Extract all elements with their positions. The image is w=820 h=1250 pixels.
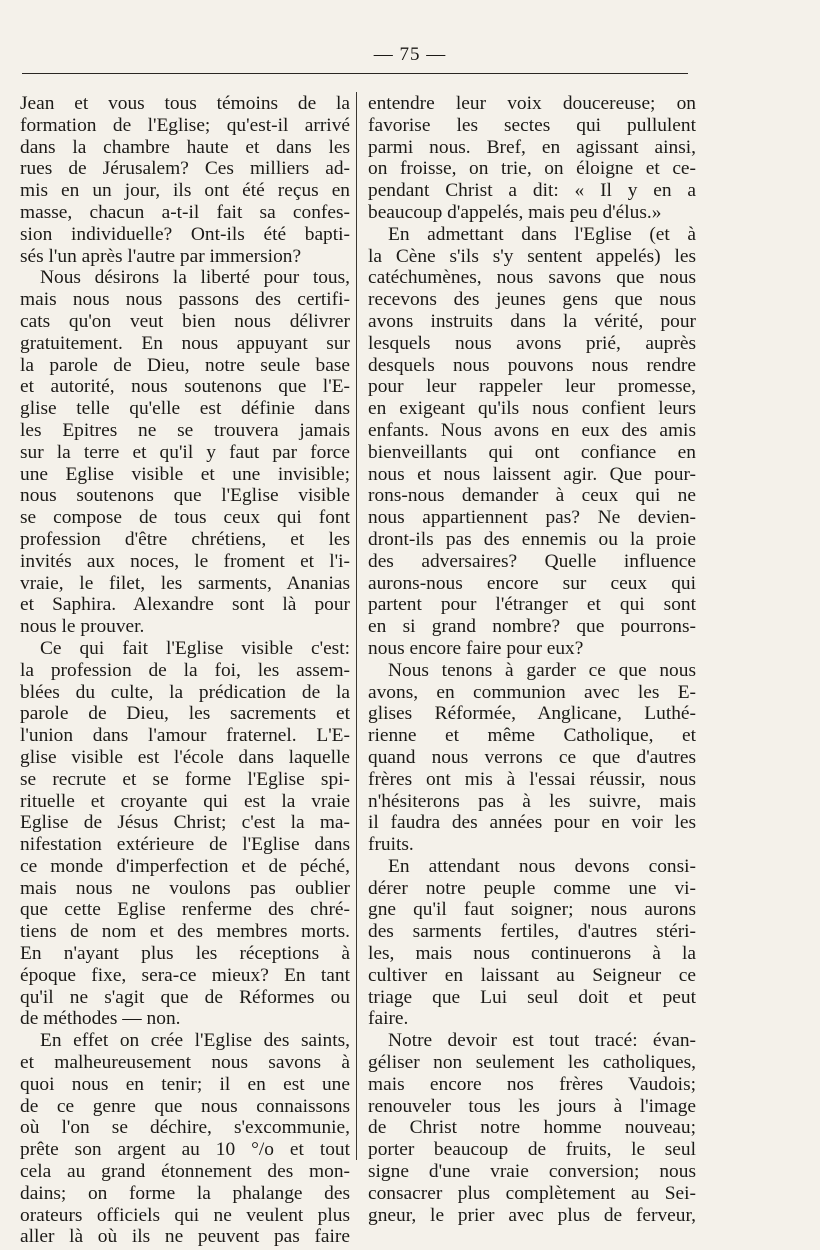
page-number: — 75 — bbox=[373, 44, 447, 65]
text-line: nifestation extérieure de l'Eglise dans bbox=[20, 834, 350, 856]
text-line: mais nous ne voulons pas oublier bbox=[20, 877, 350, 899]
text-line: avons, en communion avec les E- bbox=[368, 681, 696, 703]
text-line: nous soutenons que l'Eglise visible bbox=[20, 485, 350, 507]
text-line: sur la terre et qu'il y faut par force bbox=[20, 441, 350, 463]
text-line: n'hésiterons pas à les suivre, mais bbox=[368, 790, 696, 812]
text-line: catéchumènes, nous savons que nous bbox=[368, 267, 696, 289]
text-line: époque fixe, sera-ce mieux? En tant bbox=[20, 964, 350, 986]
text-line: que cette Eglise renferme des chré- bbox=[20, 899, 350, 921]
text-line: Notre devoir est tout tracé: évan- bbox=[388, 1030, 696, 1052]
text-line: nous appartiennent pas? Ne devien- bbox=[368, 507, 696, 529]
text-line: enfants. Nous avons en eux des amis bbox=[368, 419, 696, 441]
text-line: prête son argent au 10 °/o et tout bbox=[20, 1139, 350, 1161]
text-line: où l'on se déchire, s'excommunie, bbox=[20, 1117, 350, 1139]
text-line: rituelle et croyante qui est la vraie bbox=[20, 790, 350, 812]
text-line: sion individuelle? Ont-ils été bapti- bbox=[20, 223, 350, 245]
right-column bbox=[368, 93, 696, 1226]
text-line: nous et nous laissent agir. Que pour- bbox=[368, 463, 696, 485]
text-line: tiens de nom et des membres morts. bbox=[20, 921, 350, 943]
text-line: de ce genre que nous connaissons bbox=[20, 1095, 350, 1117]
text-line: de méthodes — non. bbox=[20, 1008, 181, 1030]
text-line: avons instruits dans la vérité, pour bbox=[368, 310, 696, 332]
text-line: parole de Dieu, les sacrements et bbox=[20, 703, 350, 725]
text-line: formation de l'Eglise; qu'est-il arrivé bbox=[20, 114, 350, 136]
text-line: blées du culte, la prédication de la bbox=[20, 681, 350, 703]
text-line: En effet on crée l'Eglise des saints, bbox=[40, 1030, 350, 1052]
text-line: il faudra des années pour en voir les bbox=[368, 812, 696, 834]
text-line: des adversaires? Quelle influence bbox=[368, 550, 696, 572]
text-line: profession d'être chrétiens, et les bbox=[20, 528, 350, 550]
text-line: bienveillants qui ont confiance en bbox=[368, 441, 696, 463]
text-line: glise visible est l'école dans laquelle bbox=[20, 746, 350, 768]
text-line: dront-ils pas des ennemis ou la proie bbox=[368, 528, 696, 550]
text-line: En attendant nous devons consi- bbox=[388, 855, 696, 877]
text-line: sés l'un après l'autre par immersion? bbox=[20, 245, 302, 267]
text-line: vraie, le filet, les sarments, Ananias bbox=[20, 572, 350, 594]
text-line: renouveler tous les jours à l'image bbox=[368, 1095, 696, 1117]
column-divider bbox=[356, 92, 357, 1160]
text-line: Nous désirons la liberté pour tous, bbox=[40, 267, 350, 289]
text-line: fruits. bbox=[368, 834, 414, 856]
text-line: pendant Christ a dit: « Il y en a bbox=[368, 180, 696, 202]
text-line: invités aux noces, le froment et l'i- bbox=[20, 550, 350, 572]
text-line: favorise les sectes qui pullulent bbox=[368, 114, 696, 136]
text-line: cultiver en laissant au Seigneur ce bbox=[368, 964, 696, 986]
text-line: la parole de Dieu, notre seule base bbox=[20, 354, 350, 376]
text-line: rienne et même Catholique, et bbox=[368, 725, 696, 747]
text-line: lesquels nous avons prié, auprès bbox=[368, 332, 696, 354]
text-line: Jean et vous tous témoins de la bbox=[20, 93, 350, 114]
text-line: dains; on forme la phalange des bbox=[20, 1182, 350, 1204]
text-line: entendre leur voix doucereuse; on bbox=[368, 93, 696, 114]
text-line: frères ont mis à l'essai réussir, nous bbox=[368, 768, 696, 790]
text-line: glises Réformée, Anglicane, Luthé- bbox=[368, 703, 696, 725]
text-line: la Cène s'ils s'y sentent appelés) les bbox=[368, 245, 696, 267]
text-line: quoi nous en tenir; il en est une bbox=[20, 1073, 350, 1095]
text-line: masse, chacun a-t-il fait sa confes- bbox=[20, 201, 350, 223]
text-line: en exigeant qu'ils nous confient leurs bbox=[368, 398, 696, 420]
text-line: on froisse, on trie, on éloigne et ce- bbox=[368, 158, 696, 180]
text-line: pour leur rappeler leur promesse, bbox=[368, 376, 696, 398]
text-line: quand nous verrons ce que d'autres bbox=[368, 746, 696, 768]
text-line: En n'ayant plus les réceptions à bbox=[20, 943, 350, 965]
text-line: mis en un jour, ils ont été reçus en bbox=[20, 180, 350, 202]
text-line: et autorité, nous soutenons que l'E- bbox=[20, 376, 350, 398]
text-line: nous le prouver. bbox=[20, 616, 145, 638]
text-line: qu'il ne s'agit que de Réformes ou bbox=[20, 986, 350, 1008]
text-line: ce monde d'imperfection et de péché, bbox=[20, 855, 350, 877]
text-line: et malheureusement nous savons à bbox=[20, 1052, 350, 1074]
text-line: des sarments fertiles, d'autres stéri- bbox=[368, 921, 696, 943]
text-line: gneur, le prier avec plus de ferveur, bbox=[368, 1204, 696, 1226]
text-line: dérer notre peuple comme une vi- bbox=[368, 877, 696, 899]
text-line: l'union dans l'amour fraternel. L'E- bbox=[20, 725, 350, 747]
text-line: mais nous nous passons des certifi- bbox=[20, 289, 350, 311]
text-line: partent pour l'étranger et qui sont bbox=[368, 594, 696, 616]
text-line: recevons des jeunes gens que nous bbox=[368, 289, 696, 311]
text-line: aller là où ils ne peuvent pas faire bbox=[20, 1226, 350, 1248]
text-line: mais encore nos frères Vaudois; bbox=[368, 1073, 696, 1095]
text-line: cats qu'on veut bien nous délivrer bbox=[20, 310, 350, 332]
text-line: se recrute et se forme l'Eglise spi- bbox=[20, 768, 350, 790]
text-line: rues de Jérusalem? Ces milliers ad- bbox=[20, 158, 350, 180]
text-line: géliser non seulement les catholiques, bbox=[368, 1052, 696, 1074]
text-line: Nous tenons à garder ce que nous bbox=[388, 659, 696, 681]
text-line: triage que Lui seul doit et peut bbox=[368, 986, 696, 1008]
header-rule bbox=[22, 73, 688, 74]
left-column bbox=[20, 93, 350, 1248]
text-line: en si grand nombre? que pourrons- bbox=[368, 616, 696, 638]
text-line: cela au grand étonnement des mon- bbox=[20, 1161, 350, 1183]
text-line: En admettant dans l'Eglise (et à bbox=[388, 223, 696, 245]
text-line: aurons-nous encore sur ceux qui bbox=[368, 572, 696, 594]
text-line: gne qu'il faut soigner; nous aurons bbox=[368, 899, 696, 921]
text-line: faire. bbox=[368, 1008, 409, 1030]
text-line: beaucoup d'appelés, mais peu d'élus.» bbox=[368, 201, 662, 223]
text-line: glise telle qu'elle est définie dans bbox=[20, 398, 350, 420]
text-line: dans la chambre haute et dans les bbox=[20, 136, 350, 158]
text-line: une Eglise visible et une invisible; bbox=[20, 463, 350, 485]
text-line: et Saphira. Alexandre sont là pour bbox=[20, 594, 350, 616]
text-line: se compose de tous ceux qui font bbox=[20, 507, 350, 529]
text-line: Eglise de Jésus Christ; c'est la ma- bbox=[20, 812, 350, 834]
text-line: parmi nous. Bref, en agissant ainsi, bbox=[368, 136, 696, 158]
text-line: Ce qui fait l'Eglise visible c'est: bbox=[40, 637, 350, 659]
text-line: desquels nous pouvons nous rendre bbox=[368, 354, 696, 376]
text-line: les, mais nous continuerons à la bbox=[368, 943, 696, 965]
text-line: nous encore faire pour eux? bbox=[368, 637, 584, 659]
text-line: de Christ notre homme nouveau; bbox=[368, 1117, 696, 1139]
text-line: rons-nous demander à ceux qui ne bbox=[368, 485, 696, 507]
text-line: les Epitres ne se trouvera jamais bbox=[20, 419, 350, 441]
text-line: signe d'une vraie conversion; nous bbox=[368, 1161, 696, 1183]
text-line: gratuitement. En nous appuyant sur bbox=[20, 332, 350, 354]
text-line: porter beaucoup de fruits, le seul bbox=[368, 1139, 696, 1161]
text-line: la profession de la foi, les assem- bbox=[20, 659, 350, 681]
text-line: orateurs officiels qui ne veulent plus bbox=[20, 1204, 350, 1226]
text-line: consacrer plus complètement au Sei- bbox=[368, 1182, 696, 1204]
